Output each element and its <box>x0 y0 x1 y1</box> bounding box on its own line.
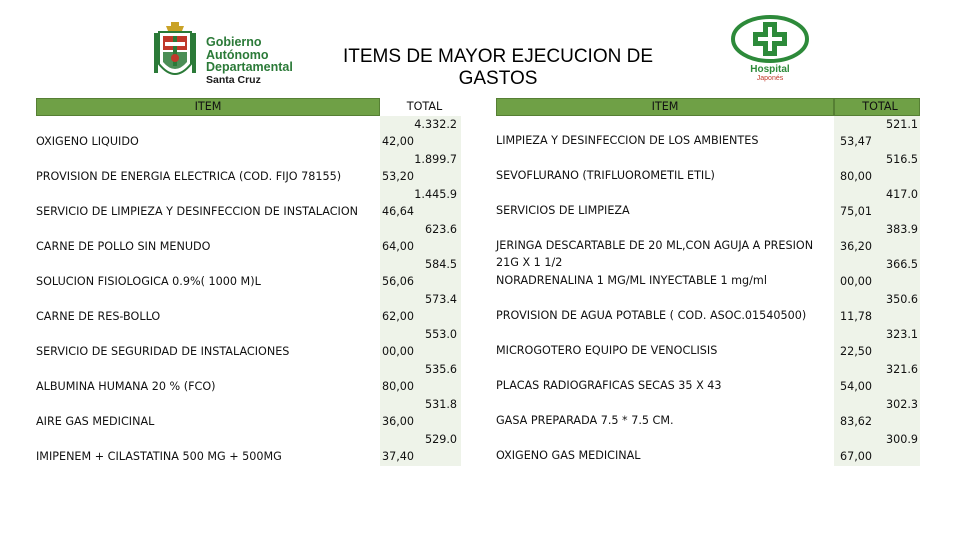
gobierno-line-3: Departamental <box>206 60 293 75</box>
table-row-total-upper: 1.445.9 <box>414 188 457 201</box>
table-row-item: JERINGA DESCARTABLE DE 20 ML,CON AGUJA A PRESION <box>496 239 814 252</box>
hospital-logo <box>728 14 812 84</box>
right-items-table <box>496 98 920 468</box>
table-row-total-lower: 46,64 <box>382 205 415 218</box>
table-row-total-upper: 516.5 <box>885 153 918 166</box>
table-row-total-lower: 22,50 <box>840 345 873 358</box>
hospital-name <box>728 65 812 83</box>
crest-icon <box>152 22 198 84</box>
table-row-item: SERVICIOS DE LIMPIEZA <box>496 204 630 217</box>
table-row-total-lower: 62,00 <box>382 310 415 323</box>
table-row-item: NORADRENALINA 1 MG/ML INYECTABLE 1 mg/ml <box>496 274 767 287</box>
gobierno-logo-text <box>206 36 312 86</box>
table-row-total-lower: 80,00 <box>382 380 415 393</box>
table-row-total-lower: 83,62 <box>840 415 873 428</box>
table-row-total-upper: 417.0 <box>885 188 918 201</box>
table-row-item: CARNE DE RES-BOLLO <box>36 310 161 323</box>
table-row-total-upper: 350.6 <box>885 293 918 306</box>
table-row-total-lower: 80,00 <box>840 170 873 183</box>
page-title <box>318 46 678 90</box>
table-row-total-lower: 67,00 <box>840 450 873 463</box>
hospital-name-text: Hospital <box>750 64 790 75</box>
table-row-total-lower: 64,00 <box>382 240 415 253</box>
right-header-total: TOTAL <box>862 100 898 113</box>
table-row-total-upper: 323.1 <box>885 328 918 341</box>
gobierno-logo <box>152 22 312 84</box>
gobierno-line-1: Gobierno <box>206 35 262 49</box>
left-header-total: TOTAL <box>380 98 461 116</box>
table-row-total-upper: 584.5 <box>424 258 457 271</box>
table-row-total-lower: 37,40 <box>382 450 415 463</box>
table-row-total-upper: 521.1 <box>885 118 918 131</box>
table-row-item: AIRE GAS MEDICINAL <box>36 415 155 428</box>
hospital-sub-text: Japonés <box>756 75 784 82</box>
table-row-item: SEVOFLURANO (TRIFLUOROMETIL ETIL) <box>496 169 715 182</box>
table-row-total-lower: 53,20 <box>382 170 415 183</box>
table-row-total-upper: 623.6 <box>424 223 457 236</box>
table-row-total-upper: 366.5 <box>885 258 918 271</box>
table-row-item-continued: 21G X 1 1/2 <box>496 256 563 269</box>
table-row-total-lower: 00,00 <box>382 345 415 358</box>
table-row-item: LIMPIEZA Y DESINFECCION DE LOS AMBIENTES <box>496 134 759 147</box>
gobierno-line-2: Autónomo <box>206 47 269 62</box>
table-row-total-upper: 535.6 <box>424 363 457 376</box>
table-row-total-lower: 36,20 <box>840 240 873 253</box>
table-row-total-lower: 11,78 <box>840 310 873 323</box>
title-line-2: GASTOS <box>458 68 538 89</box>
table-row-total-upper: 302.3 <box>885 398 918 411</box>
table-row-total-upper: 573.4 <box>424 293 457 306</box>
table-row-item: IMIPENEM + CILASTATINA 500 MG + 500MG <box>36 450 282 463</box>
table-row-item: MICROGOTERO EQUIPO DE VENOCLISIS <box>496 344 718 357</box>
table-row-item: SERVICIO DE LIMPIEZA Y DESINFECCION DE INSTALACION <box>36 205 359 218</box>
table-row-item: PROVISION DE AGUA POTABLE ( COD. ASOC.01540500) <box>496 309 807 322</box>
table-row-total-upper: 529.0 <box>424 433 457 446</box>
table-row-total-upper: 300.9 <box>885 433 918 446</box>
table-row-item: GASA PREPARADA 7.5 * 7.5 CM. <box>496 414 674 427</box>
gobierno-sub: Santa Cruz <box>206 73 261 86</box>
table-row-total-upper: 321.6 <box>885 363 918 376</box>
table-row-item: SOLUCION FISIOLOGICA 0.9%( 1000 M)L <box>36 275 261 288</box>
left-items-table <box>36 98 461 468</box>
table-row-total-lower: 54,00 <box>840 380 873 393</box>
table-row-item: OXIGENO LIQUIDO <box>36 135 139 148</box>
table-row-item: CARNE DE POLLO SIN MENUDO <box>36 240 211 253</box>
green-cross-icon <box>728 14 812 64</box>
table-row-total-lower: 42,00 <box>382 135 415 148</box>
table-row-total-lower: 53,47 <box>840 135 873 148</box>
table-row-total-upper: 553.0 <box>424 328 457 341</box>
table-row-total-upper: 531.8 <box>424 398 457 411</box>
table-row-total-lower: 56,06 <box>382 275 415 288</box>
table-row-total-lower: 00,00 <box>840 275 873 288</box>
right-header-item: ITEM <box>651 100 679 113</box>
table-row-item: OXIGENO GAS MEDICINAL <box>496 449 641 462</box>
table-row-item: PROVISION DE ENERGIA ELECTRICA (COD. FIJO 78155) <box>36 170 342 183</box>
left-header-item: ITEM <box>194 100 222 113</box>
table-row-total-upper: 1.899.7 <box>414 153 457 166</box>
table-row-item: PLACAS RADIOGRAFICAS SECAS 35 X 43 <box>496 379 722 392</box>
title-line-1: ITEMS DE MAYOR EJECUCION DE <box>342 46 653 67</box>
table-row-total-upper: 383.9 <box>885 223 918 236</box>
table-row-total-lower: 36,00 <box>382 415 415 428</box>
table-row-item: SERVICIO DE SEGURIDAD DE INSTALACIONES <box>36 345 290 358</box>
table-row-total-lower: 75,01 <box>840 205 873 218</box>
table-row-item: ALBUMINA HUMANA 20 % (FCO) <box>36 380 216 393</box>
table-row-total-upper: 4.332.2 <box>414 118 457 131</box>
